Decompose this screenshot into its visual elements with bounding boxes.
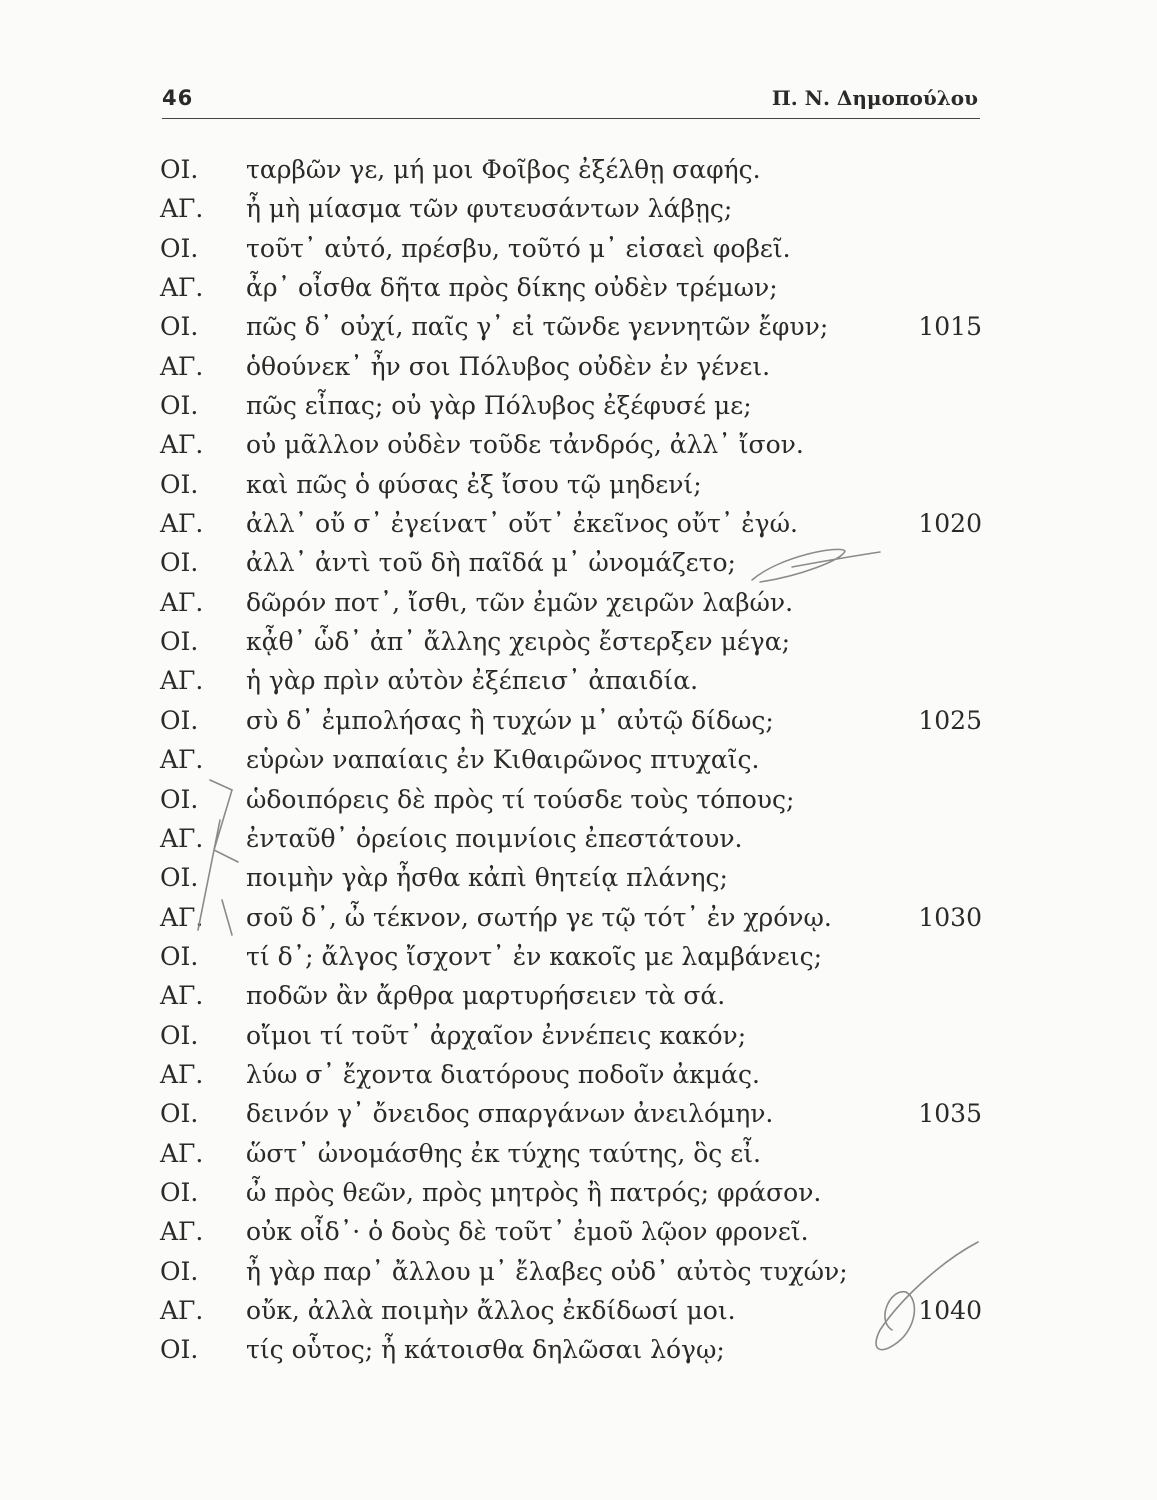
verse-text: κᾆθ᾽ ὧδ᾽ ἀπ᾽ ἄλλης χειρὸς ἔστερξεν μέγα; (246, 627, 791, 657)
verse-text: ἐνταῦθ᾽ ὀρείοις ποιμνίοις ἐπεστάτουν. (246, 823, 743, 853)
line-number: 1030 (918, 902, 982, 932)
speaker-label: ΑΓ. (160, 823, 204, 853)
page-number: 46 (162, 86, 194, 110)
verse-text: πῶς εἶπας; οὐ γὰρ Πόλυβος ἐξέφυσέ με; (246, 391, 752, 421)
speaker-label: ΑΓ. (160, 273, 204, 303)
line-number: 1020 (918, 509, 982, 539)
verse-text: ἀλλ᾽ ἀντὶ τοῦ δὴ παῖδά μ᾽ ὠνομάζετο; (246, 548, 736, 578)
speaker-label: ΑΓ. (160, 902, 204, 932)
verse-text: ὦ πρὸς θεῶν, πρὸς μητρὸς ἢ πατρός; φράσον. (246, 1177, 822, 1207)
verse-text: τί δ᾽; ἄλγος ἴσχοντ᾽ ἐν κακοῖς με λαμβάνεις; (246, 941, 823, 971)
verse-text: ἀλλ᾽ οὔ σ᾽ ἐγείνατ᾽ οὔτ᾽ ἐκεῖνος οὔτ᾽ ἐγώ. (246, 509, 798, 539)
line-number: 1025 (918, 705, 982, 735)
speaker-label: ΑΓ. (160, 1059, 204, 1089)
verse-text: ἡ γὰρ πρὶν αὐτὸν ἐξέπεισ᾽ ἀπαιδία. (246, 666, 699, 696)
speaker-label: ΑΓ. (160, 1217, 204, 1247)
verse-text: οἴμοι τί τοῦτ᾽ ἀρχαῖον ἐννέπεις κακόν; (246, 1020, 747, 1050)
speaker-label: ΑΓ. (160, 430, 204, 460)
verse-text: οὐ μᾶλλον οὐδὲν τοῦδε τἀνδρός, ἀλλ᾽ ἴσον. (246, 430, 804, 460)
speaker-label: ΑΓ. (160, 666, 204, 696)
speaker-label: ΟΙ. (160, 1335, 199, 1365)
line-number: 1035 (918, 1099, 982, 1129)
speaker-label: ΟΙ. (160, 705, 199, 735)
verse-text: ποιμὴν γὰρ ἦσθα κἀπὶ θητείᾳ πλάνης; (246, 863, 728, 893)
verse-text: ὁθούνεκ᾽ ἦν σοι Πόλυβος οὐδὲν ἐν γένει. (246, 351, 771, 381)
speaker-label: ΟΙ. (160, 627, 199, 657)
verse-text: πῶς δ᾽ οὐχί, παῖς γ᾽ εἰ τῶνδε γεννητῶν ἔφυν; (246, 312, 829, 342)
verse-text: τίς οὗτος; ἦ κάτοισθα δηλῶσαι λόγῳ; (246, 1335, 725, 1365)
verse-text: δεινόν γ᾽ ὄνειδος σπαργάνων ἀνειλόμην. (246, 1099, 774, 1129)
speaker-label: ΑΓ. (160, 745, 204, 775)
line-number: 1040 (918, 1295, 982, 1325)
pencil-scribble-1022 (752, 549, 880, 582)
verse-text: εὑρὼν ναπαίαις ἐν Κιθαιρῶνος πτυχαῖς. (246, 745, 760, 775)
verse-text: λύω σ᾽ ἔχοντα διατόρους ποδοῖν ἀκμάς. (246, 1059, 760, 1089)
speaker-label: ΑΓ. (160, 351, 204, 381)
speaker-label: ΟΙ. (160, 469, 199, 499)
speaker-label: ΑΓ. (160, 1295, 204, 1325)
verse-text: καὶ πῶς ὁ φύσας ἐξ ἴσου τῷ μηδενί; (246, 469, 702, 499)
speaker-label: ΑΓ. (160, 587, 204, 617)
verse-text: οὔκ, ἀλλὰ ποιμὴν ἄλλος ἐκδίδωσί μοι. (246, 1295, 736, 1325)
verse-text: ἦ γὰρ παρ᾽ ἄλλου μ᾽ ἔλαβες οὐδ᾽ αὐτὸς τυχών; (246, 1256, 848, 1286)
speaker-label: ΑΓ. (160, 1138, 204, 1168)
verse-text: ἆρ᾽ οἶσθα δῆτα πρὸς δίκης οὐδὲν τρέμων; (246, 273, 778, 303)
speaker-label: ΑΓ. (160, 981, 204, 1011)
verse-text: σοῦ δ᾽, ὦ τέκνον, σωτήρ γε τῷ τότ᾽ ἐν χρόνῳ. (246, 902, 832, 932)
speaker-label: ΟΙ. (160, 391, 199, 421)
verse-text: σὺ δ᾽ ἐμπολήσας ἢ τυχών μ᾽ αὐτῷ δίδως; (246, 705, 774, 735)
speaker-label: ΟΙ. (160, 863, 199, 893)
speaker-label: ΟΙ. (160, 233, 199, 263)
verse-text: τοῦτ᾽ αὐτό, πρέσβυ, τοῦτό μ᾽ εἰσαεὶ φοβεῖ. (246, 233, 791, 263)
speaker-label: ΟΙ. (160, 784, 199, 814)
verse-text: οὐκ οἶδ᾽· ὁ δοὺς δὲ τοῦτ᾽ ἐμοῦ λῷον φρονεῖ. (246, 1217, 809, 1247)
speaker-label: ΟΙ. (160, 312, 199, 342)
pencil-cross-margin (198, 780, 238, 935)
verse-text: δῶρόν ποτ᾽, ἴσθι, τῶν ἐμῶν χειρῶν λαβών. (246, 587, 794, 617)
verse-text: ὥστ᾽ ὠνομάσθης ἐκ τύχης ταύτης, ὃς εἶ. (246, 1138, 761, 1168)
speaker-label: ΟΙ. (160, 1177, 199, 1207)
speaker-label: ΑΓ. (160, 509, 204, 539)
running-title: Π. Ν. Δημοπούλου (771, 86, 978, 110)
speaker-label: ΟΙ. (160, 548, 199, 578)
speaker-label: ΑΓ. (160, 194, 204, 224)
verse-text: ὡδοιπόρεις δὲ πρὸς τί τούσδε τοὺς τόπους; (246, 784, 795, 814)
speaker-label: ΟΙ. (160, 155, 199, 184)
speaker-label: ΟΙ. (160, 941, 199, 971)
speaker-label: ΟΙ. (160, 1099, 199, 1129)
verse-text: ποδῶν ἂν ἄρθρα μαρτυρήσειεν τὰ σά. (246, 981, 726, 1011)
speaker-label: ΟΙ. (160, 1020, 199, 1050)
line-number: 1015 (918, 312, 982, 342)
speaker-label: ΟΙ. (160, 1256, 199, 1286)
pencil-loop-margin (876, 1242, 978, 1350)
verse-text: ταρβῶν γε, μή μοι Φοῖβος ἐξέλθῃ σαφής. (246, 155, 761, 184)
verse-text: ἦ μὴ μίασμα τῶν φυτευσάντων λάβῃς; (246, 194, 733, 224)
